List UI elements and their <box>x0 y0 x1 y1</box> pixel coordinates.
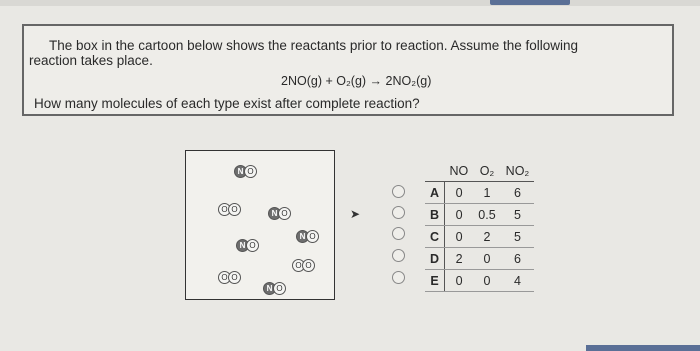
no2-count: 5 <box>501 226 535 248</box>
oxygen-atom: O <box>278 207 291 220</box>
top-bar <box>0 0 700 6</box>
no2-count: 6 <box>501 182 535 204</box>
nitrogen-atom: N <box>296 230 309 243</box>
no-count: 0 <box>445 270 474 292</box>
o2-molecule <box>292 259 315 272</box>
nitrogen-atom: N <box>268 207 281 220</box>
table-header-o2: O₂ <box>473 160 500 182</box>
table-header-no2: NO₂ <box>501 160 535 182</box>
oxygen-atom: O <box>273 282 286 295</box>
table-header-letter <box>425 160 445 182</box>
nitrogen-atom: N <box>234 165 247 178</box>
oxygen-atom: O <box>306 230 319 243</box>
radio-option-d[interactable] <box>392 249 405 262</box>
nitrogen-atom: N <box>263 282 276 295</box>
no2-count: 5 <box>501 204 535 226</box>
no2-count: 4 <box>501 270 535 292</box>
oxygen-atom: O <box>246 239 259 252</box>
option-letter: E <box>425 270 445 292</box>
o2-count: 0 <box>473 270 500 292</box>
table-row <box>425 270 534 292</box>
nitrogen-atom: N <box>236 239 249 252</box>
no-molecule <box>263 282 286 295</box>
o2-count: 0 <box>473 248 500 270</box>
o2-count: 2 <box>473 226 500 248</box>
question-text-line1: The box in the cartoon below shows the reactants prior to reaction. Assume the following <box>49 38 579 53</box>
o2-molecule <box>218 203 241 216</box>
answer-options-table <box>425 160 534 292</box>
table-header-no: NO <box>445 160 474 182</box>
table-row <box>425 248 534 270</box>
radio-option-a[interactable] <box>392 185 405 198</box>
radio-option-e[interactable] <box>392 271 405 284</box>
oxygen-atom: O <box>292 259 305 272</box>
table-row <box>425 182 534 204</box>
no-count: 0 <box>445 182 474 204</box>
radio-option-b[interactable] <box>392 206 405 219</box>
radio-option-c[interactable] <box>392 227 405 240</box>
o2-count: 0.5 <box>473 204 500 226</box>
oxygen-atom: O <box>218 203 231 216</box>
reactant-cartoon-box <box>185 150 335 300</box>
cursor-arrow-icon: ➤ <box>350 207 361 221</box>
option-letter: B <box>425 204 445 226</box>
oxygen-atom: O <box>218 271 231 284</box>
no-molecule <box>296 230 319 243</box>
table-row <box>425 204 534 226</box>
table-row <box>425 226 534 248</box>
oxygen-atom: O <box>302 259 315 272</box>
no-count: 2 <box>445 248 474 270</box>
oxygen-atom: O <box>228 271 241 284</box>
top-action-button[interactable] <box>490 0 570 5</box>
question-text-line2: reaction takes place. <box>29 53 153 68</box>
bottom-action-button[interactable] <box>586 345 700 351</box>
no-molecule <box>236 239 259 252</box>
no2-count: 6 <box>501 248 535 270</box>
question-box <box>22 24 674 116</box>
no-molecule <box>268 207 291 220</box>
option-letter: D <box>425 248 445 270</box>
option-letter: A <box>425 182 445 204</box>
no-count: 0 <box>445 204 474 226</box>
o2-count: 1 <box>473 182 500 204</box>
oxygen-atom: O <box>244 165 257 178</box>
question-prompt: How many molecules of each type exist after complete reaction? <box>34 96 420 111</box>
o2-molecule <box>218 271 241 284</box>
reaction-equation: 2NO(g) + O₂(g) → 2NO₂(g) <box>281 74 432 88</box>
oxygen-atom: O <box>228 203 241 216</box>
no-count: 0 <box>445 226 474 248</box>
no-molecule <box>234 165 257 178</box>
option-letter: C <box>425 226 445 248</box>
